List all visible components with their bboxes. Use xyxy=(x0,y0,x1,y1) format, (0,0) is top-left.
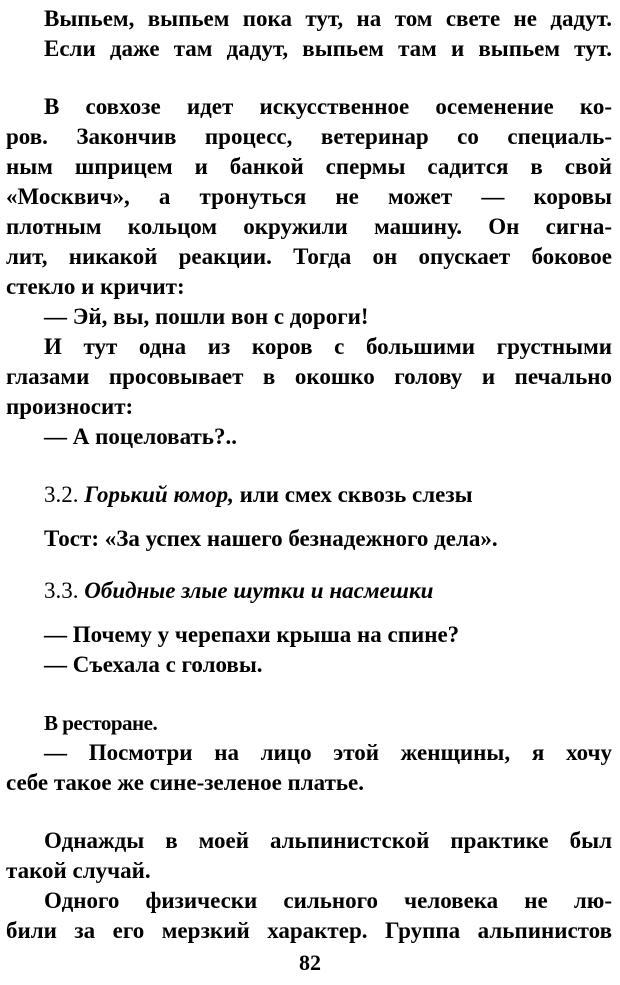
section-number: 3.3. xyxy=(44,578,79,603)
paragraph-line: Одного физически сильного человека не лю- xyxy=(44,888,612,913)
poem-block xyxy=(6,4,612,64)
paragraph-line: произносит: xyxy=(6,394,134,419)
section-3-2 xyxy=(6,480,612,554)
restaurant-heading: В ресторане. xyxy=(44,711,158,735)
dialog-line: — Почему у черепахи крыша на спине? xyxy=(44,622,460,647)
restaurant-block xyxy=(6,708,612,798)
page-number: 82 xyxy=(299,950,321,975)
section-title-italic: Горький юмор, xyxy=(84,482,234,507)
paragraph-line: Однажды в моей альпинистской практике был xyxy=(44,828,612,853)
paragraph-line: такой случай. xyxy=(6,858,151,883)
section-title-rest: или смех сквозь слезы xyxy=(239,482,473,507)
section-number: 3.2. xyxy=(44,482,79,507)
dialog-line: — Съехала с головы. xyxy=(44,652,263,677)
section-3-2-heading xyxy=(6,480,612,510)
dialog-line: — Посмотри на лицо этой женщины, я хочу xyxy=(44,740,612,765)
paragraph-line: били за его мерзкий характер. Группа альпинистов xyxy=(6,918,612,943)
paragraph-line: себе такое же сине-зеленое платье. xyxy=(6,770,365,795)
paragraph-line: И тут одна из коров с большими грустными xyxy=(44,334,612,359)
poem-line-2: Если даже там дадут, выпьем там и выпьем тут. xyxy=(44,36,612,61)
paragraph-line: плотным кольцом окружили машину. Он сигна- xyxy=(6,214,612,239)
cow-joke-paragraph xyxy=(6,92,612,452)
paragraph-line: ным шприцем и банкой спермы садится в свой xyxy=(6,154,612,179)
dialog-line: — А поцеловать?.. xyxy=(44,424,237,449)
paragraph-line: ров. Закончив процесс, ветеринар со специаль- xyxy=(6,124,612,149)
climbing-paragraph xyxy=(6,826,612,946)
section-3-3 xyxy=(6,576,612,680)
paragraph-line: «Москвич», а тронуться не может — коровы xyxy=(6,184,612,209)
paragraph-line: В совхозе идет искусственное осеменение ко- xyxy=(44,94,612,119)
dialog-line: — Эй, вы, пошли вон с дороги! xyxy=(44,304,369,329)
paragraph-line: лит, никакой реакции. Тогда он опускает боковое xyxy=(6,244,612,269)
paragraph-line: глазами просовывает в окошко голову и печально xyxy=(6,364,612,389)
section-title-italic: Обидные злые шутки и насмешки xyxy=(84,578,434,603)
section-3-3-heading xyxy=(6,576,612,606)
paragraph-line: стекло и кричит: xyxy=(6,274,185,299)
poem-line-1: Выпьем, выпьем пока тут, на том свете не дадут. xyxy=(44,6,612,31)
toast-line: Тост: «За успех нашего безнадежного дела». xyxy=(44,526,498,551)
